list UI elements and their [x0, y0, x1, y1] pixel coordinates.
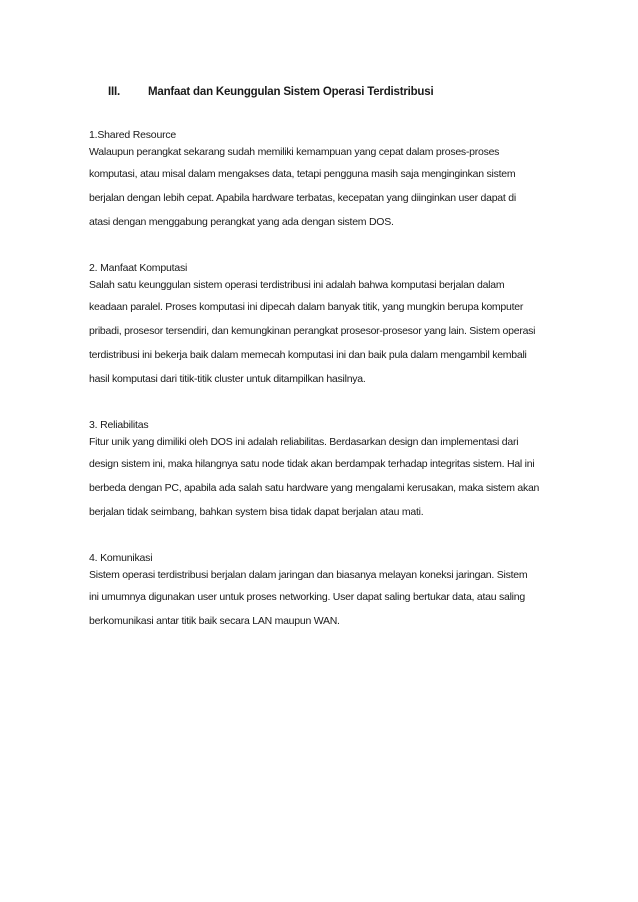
section-title: 1.Shared Resource — [89, 129, 177, 141]
chapter-heading — [108, 86, 433, 98]
paragraph-line: Sistem operasi terdistribusi berjalan dalam jaringan dan biasanya melayan koneksi jaringan. Sistem — [89, 569, 528, 581]
section-reliabilitas — [89, 418, 599, 524]
section-komunikasi — [89, 551, 599, 633]
paragraph-line: design sistem ini, maka hilangnya satu node tidak akan berdampak terhadap integritas sistem. Hal ini — [89, 458, 535, 470]
paragraph-line: keadaan paralel. Proses komputasi ini dipecah dalam banyak titik, yang mungkin berupa komputer — [89, 301, 524, 313]
paragraph-line: terdistribusi ini bekerja baik dalam memecah komputasi ini dan baik pula dalam mengambil kembali — [89, 349, 527, 361]
paragraph-line: berkomunikasi antar titik baik secara LAN maupun WAN. — [89, 615, 340, 627]
section-body — [89, 566, 599, 633]
section-title: 4. Komunikasi — [89, 552, 153, 564]
paragraph-line: Walaupun perangkat sekarang sudah memiliki kemampuan yang cepat dalam proses-proses — [89, 146, 500, 158]
paragraph-line: pribadi, prosesor tersendiri, dan kemungkinan perangkat prosesor-prosesor yang lain. Sistem operasi — [89, 325, 536, 337]
paragraph-line: berjalan dengan lebih cepat. Apabila hardware terbatas, kecepatan yang diinginkan user dapat di — [89, 192, 516, 204]
document-body — [89, 128, 599, 660]
section-title: 2. Manfaat Komputasi — [89, 262, 188, 274]
section-shared-resource — [89, 128, 599, 234]
chapter-title: Manfaat dan Keunggulan Sistem Operasi Terdistribusi — [148, 86, 434, 98]
paragraph-line: komputasi, atau misal dalam mengakses data, tetapi pengguna masih saja menginginkan sistem — [89, 168, 516, 180]
paragraph-line: hasil komputasi dari titik-titik cluster untuk ditampilkan hasilnya. — [89, 373, 366, 385]
paragraph-line: Fitur unik yang dimiliki oleh DOS ini adalah reliabilitas. Berdasarkan design dan implementasi dari — [89, 436, 519, 448]
section-body — [89, 433, 599, 524]
chapter-number: III. — [108, 86, 120, 98]
section-body — [89, 143, 599, 234]
paragraph-line: atasi dengan menggabung perangkat yang ada dengan sistem DOS. — [89, 216, 394, 228]
paragraph-line: berjalan tidak seimbang, bahkan system bisa tidak dapat berjalan atau mati. — [89, 506, 424, 518]
paragraph-line: ini umumnya digunakan user untuk proses networking. User dapat saling bertukar data, atau saling — [89, 591, 525, 603]
section-manfaat-komputasi — [89, 261, 599, 391]
paragraph-line: Salah satu keunggulan sistem operasi terdistribusi ini adalah bahwa komputasi berjalan dalam — [89, 279, 505, 291]
paragraph-line: berbeda dengan PC, apabila ada salah satu hardware yang mengalami kerusakan, maka sistem akan — [89, 482, 540, 494]
section-body — [89, 276, 599, 391]
section-title: 3. Reliabilitas — [89, 419, 149, 431]
